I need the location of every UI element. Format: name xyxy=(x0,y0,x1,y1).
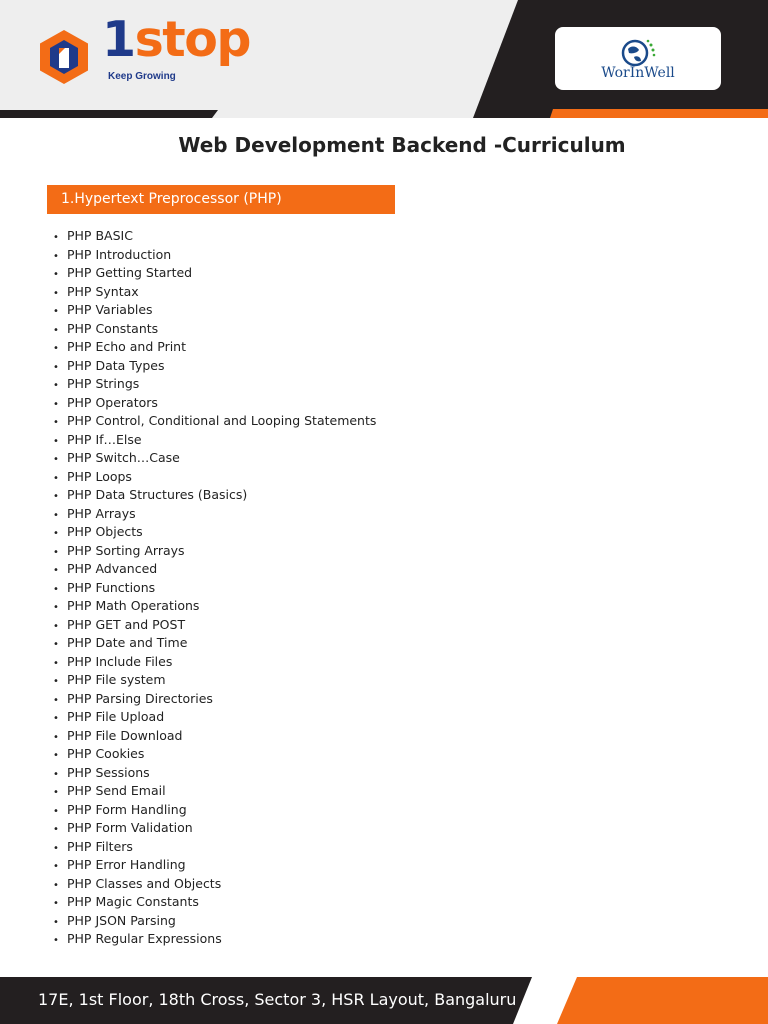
bullet-icon: • xyxy=(53,546,59,558)
bullet-icon: • xyxy=(53,805,59,817)
list-item-text: PHP Constants xyxy=(67,320,159,336)
bullet-icon: • xyxy=(53,343,59,354)
list-item-text: PHP Magic Constants xyxy=(67,894,199,909)
bullet-icon: • xyxy=(53,602,59,613)
list-item-text: PHP Control, Conditional and Looping Statements xyxy=(67,413,377,428)
section-heading xyxy=(47,185,395,214)
bullet-icon: • xyxy=(53,435,59,447)
list-item-text: PHP Syntax xyxy=(67,283,139,299)
list-item-text: PHP Regular Expressions xyxy=(67,931,222,946)
bullet-icon: • xyxy=(53,324,59,336)
list-item-text: PHP Functions xyxy=(67,579,156,595)
logo-wordmark-stop: stop xyxy=(134,11,250,68)
bullet-icon: • xyxy=(53,491,59,502)
list-item xyxy=(53,486,376,505)
list-item-text: PHP Data Structures (Basics) xyxy=(67,487,248,502)
list-item xyxy=(53,727,376,746)
list-item xyxy=(53,653,376,672)
partner-logo-card xyxy=(555,27,721,90)
list-item xyxy=(53,708,376,727)
list-item-text: PHP Send Email xyxy=(67,783,166,798)
list-item xyxy=(53,690,376,709)
list-item xyxy=(53,505,376,524)
bullet-icon: • xyxy=(53,861,59,872)
list-item xyxy=(53,745,376,764)
list-item xyxy=(53,523,376,542)
bullet-icon: • xyxy=(53,287,59,299)
bullet-icon: • xyxy=(53,583,59,595)
bullet-icon: • xyxy=(53,306,59,317)
bullet-icon: • xyxy=(53,935,59,946)
list-item xyxy=(53,560,376,579)
list-item-text: PHP Math Operations xyxy=(67,598,200,613)
list-item xyxy=(53,431,376,450)
list-item xyxy=(53,764,376,783)
list-item xyxy=(53,264,376,283)
hexagon-logo-icon xyxy=(38,29,90,85)
list-item xyxy=(53,801,376,820)
list-item xyxy=(53,542,376,561)
list-item xyxy=(53,893,376,912)
list-item xyxy=(53,782,376,801)
list-item-text: PHP Form Handling xyxy=(67,801,187,817)
list-item-text: PHP File system xyxy=(67,672,166,687)
list-item xyxy=(53,838,376,857)
list-item-text: PHP File Upload xyxy=(67,709,165,724)
bullet-icon: • xyxy=(53,787,59,798)
list-item-text: PHP Operators xyxy=(67,394,158,410)
list-item xyxy=(53,930,376,949)
bullet-icon: • xyxy=(53,824,59,835)
partner-name: WorInWell xyxy=(601,65,675,81)
bullet-icon: • xyxy=(53,398,59,410)
list-item xyxy=(53,394,376,413)
list-item-text: PHP Filters xyxy=(67,838,133,854)
bullet-icon: • xyxy=(53,768,59,780)
list-item xyxy=(53,671,376,690)
bullet-icon: • xyxy=(53,509,59,521)
page-title: Web Development Backend -Curriculum xyxy=(178,133,626,157)
list-item-text: PHP If…Else xyxy=(67,431,142,447)
istop-logo xyxy=(38,11,250,87)
list-item-text: PHP File Download xyxy=(67,727,183,743)
bullet-icon: • xyxy=(53,417,59,428)
list-item xyxy=(53,616,376,635)
logo-tagline: Keep Growing xyxy=(108,71,176,82)
list-item xyxy=(53,912,376,931)
list-item xyxy=(53,875,376,894)
list-item-text: PHP Strings xyxy=(67,376,140,391)
bullet-icon: • xyxy=(53,639,59,650)
list-item xyxy=(53,819,376,838)
bullet-icon: • xyxy=(53,565,59,576)
logo-wordmark xyxy=(102,11,250,68)
section-heading-label: 1.Hypertext Preprocessor (PHP) xyxy=(61,191,282,207)
bullet-icon: • xyxy=(53,879,59,891)
list-item-text: PHP BASIC xyxy=(67,228,133,243)
bullet-icon: • xyxy=(53,361,59,373)
bullet-icon: • xyxy=(53,528,59,539)
list-item xyxy=(53,375,376,394)
bullet-icon: • xyxy=(53,898,59,909)
list-item-text: PHP Advanced xyxy=(67,561,158,576)
list-item-text: PHP Include Files xyxy=(67,653,173,669)
list-item-text: PHP GET and POST xyxy=(67,616,186,632)
list-item-text: PHP JSON Parsing xyxy=(67,912,176,928)
bullet-icon: • xyxy=(53,731,59,743)
list-item xyxy=(53,320,376,339)
list-item-text: PHP Introduction xyxy=(67,246,172,262)
list-item xyxy=(53,227,376,246)
bullet-icon: • xyxy=(53,250,59,262)
bullet-icon: • xyxy=(53,676,59,687)
list-item-text: PHP Cookies xyxy=(67,746,145,761)
list-item xyxy=(53,412,376,431)
list-item xyxy=(53,357,376,376)
list-item-text: PHP Sessions xyxy=(67,764,150,780)
list-item-text: PHP Variables xyxy=(67,302,153,317)
list-item-text: PHP Echo and Print xyxy=(67,339,187,354)
list-item-text: PHP Date and Time xyxy=(67,635,188,650)
list-item-text: PHP Getting Started xyxy=(67,265,193,280)
list-item xyxy=(53,338,376,357)
list-item-text: PHP Loops xyxy=(67,468,132,484)
list-item-text: PHP Objects xyxy=(67,524,143,539)
list-item xyxy=(53,246,376,265)
bullet-icon: • xyxy=(53,232,59,243)
list-item xyxy=(53,634,376,653)
bullet-icon: • xyxy=(53,842,59,854)
bullet-icon: • xyxy=(53,713,59,724)
bullet-icon: • xyxy=(53,454,59,465)
list-item-text: PHP Switch…Case xyxy=(67,450,180,465)
list-item xyxy=(53,283,376,302)
list-item xyxy=(53,449,376,468)
bullet-icon: • xyxy=(53,750,59,761)
bullet-icon: • xyxy=(53,916,59,928)
bullet-icon: • xyxy=(53,269,59,280)
list-item-text: PHP Sorting Arrays xyxy=(67,542,185,558)
bullet-icon: • xyxy=(53,620,59,632)
list-item xyxy=(53,597,376,616)
bullet-icon: • xyxy=(53,694,59,706)
list-item-text: PHP Data Types xyxy=(67,357,165,373)
list-item xyxy=(53,579,376,598)
list-item-text: PHP Arrays xyxy=(67,505,136,521)
list-item-text: PHP Parsing Directories xyxy=(67,690,213,706)
topic-list xyxy=(53,227,376,949)
bullet-icon: • xyxy=(53,380,59,391)
list-item xyxy=(53,468,376,487)
list-item-text: PHP Classes and Objects xyxy=(67,875,222,891)
list-item xyxy=(53,856,376,875)
logo-wordmark-one: 1 xyxy=(102,11,135,68)
list-item-text: PHP Error Handling xyxy=(67,857,186,872)
list-item-text: PHP Form Validation xyxy=(67,820,193,835)
list-item xyxy=(53,301,376,320)
bullet-icon: • xyxy=(53,657,59,669)
bullet-icon: • xyxy=(53,472,59,484)
footer-address: 17E, 1st Floor, 18th Cross, Sector 3, HSR Layout, Bangaluru xyxy=(38,990,517,1009)
